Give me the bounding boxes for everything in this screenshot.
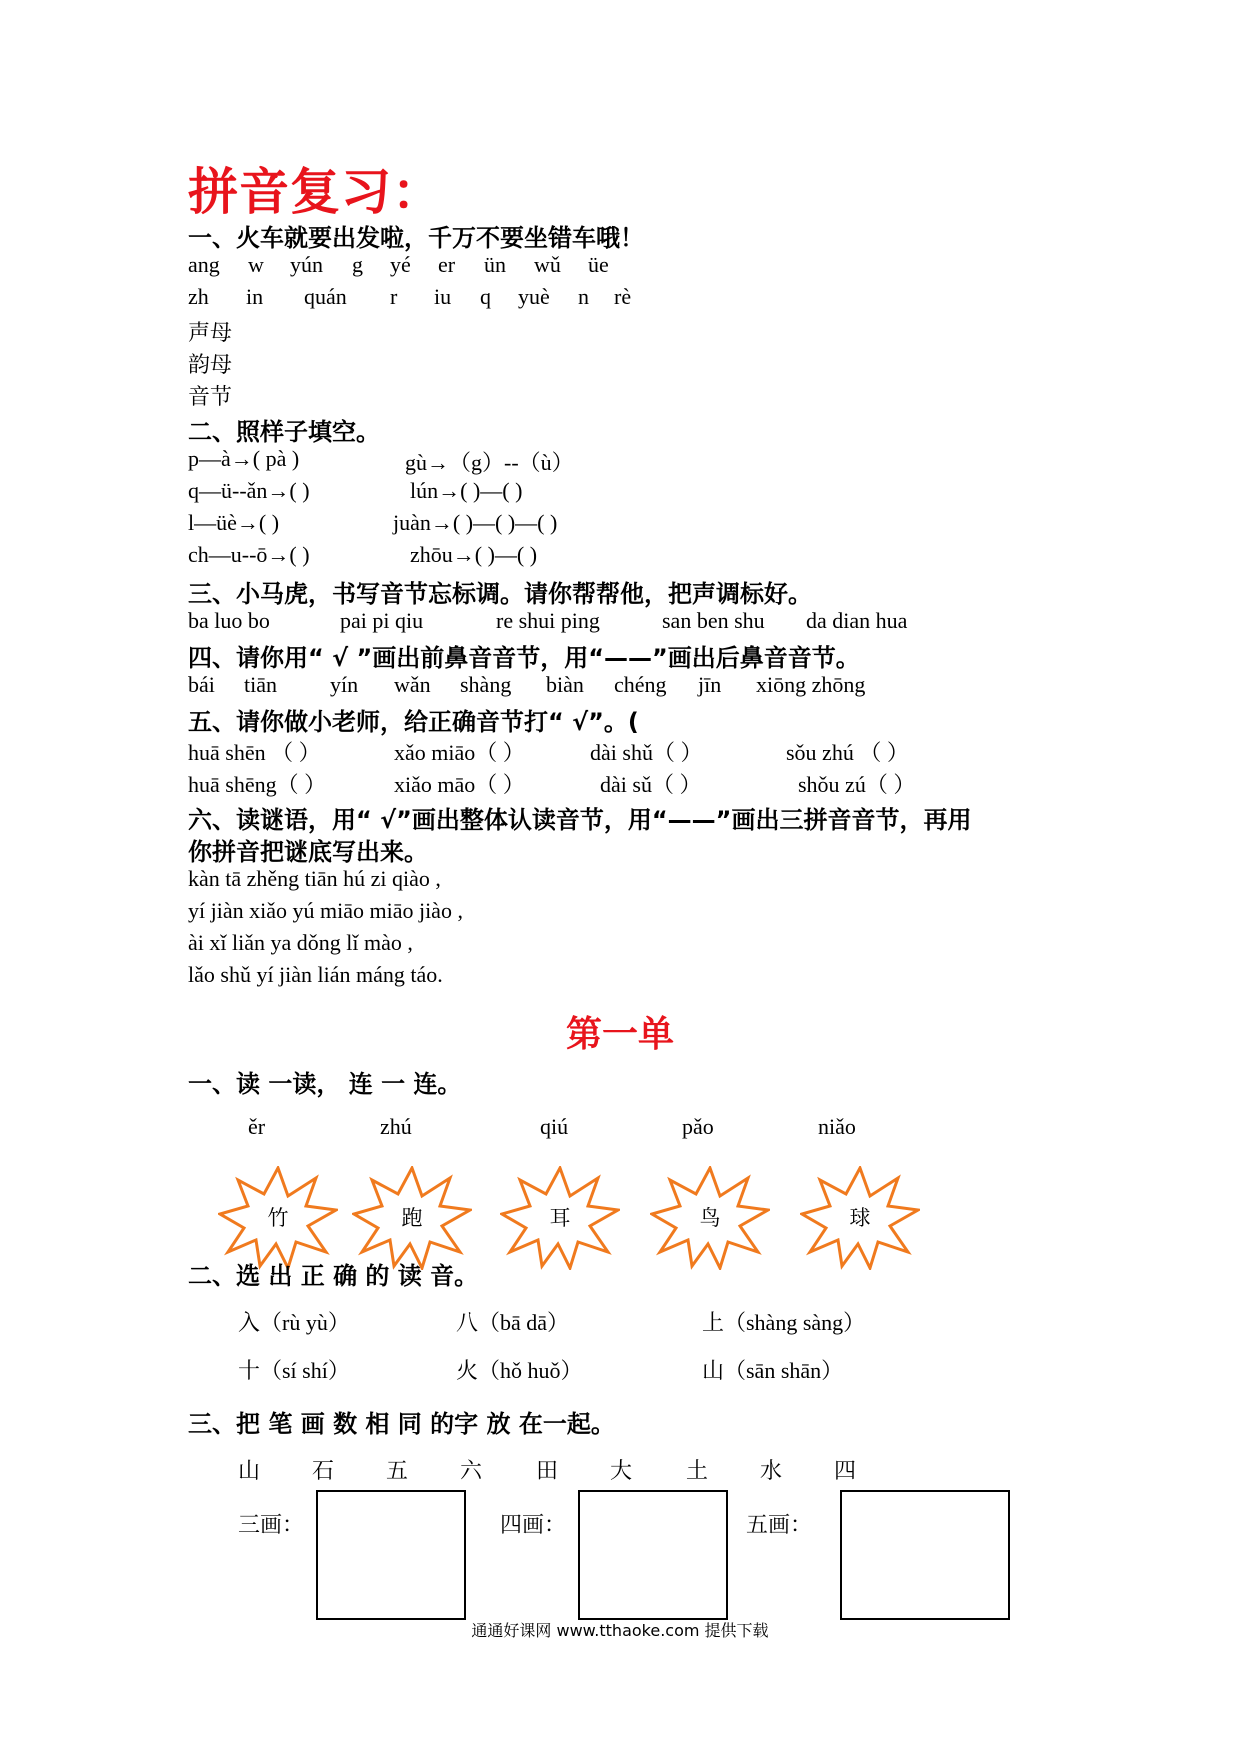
riddle-line: yí jiàn xiǎo yú miāo miāo jiào , [188, 898, 463, 923]
section1-heading: 一、火车就要出发啦，千万不要坐错车哦！ [188, 224, 644, 252]
nasal-item: biàn [546, 672, 584, 697]
star-char: 球 [849, 1206, 871, 1230]
riddle-line: ài xǐ liǎn ya dǒng lǐ mào , [188, 930, 413, 955]
pinyin-item: yuè [518, 284, 550, 309]
star-char: 竹 [267, 1206, 289, 1230]
pinyin-item: üe [588, 252, 609, 277]
star-badge [218, 1166, 338, 1270]
riddle-line: kàn tā zhěng tiān hú zi qiào , [188, 866, 441, 891]
pinyin-item: rè [614, 284, 632, 309]
pinyin-item: ün [484, 252, 506, 277]
tone-item: da dian hua [806, 608, 908, 633]
section2-heading: 二、照样子填空。 [188, 418, 380, 446]
reading-choice: 上（shàng sàng） [702, 1310, 866, 1335]
stroke-char: 六 [460, 1459, 483, 1484]
tone-item: ba luo bo [188, 608, 270, 633]
section6-heading-cont: 你拼音把谜底写出来。 [188, 838, 428, 866]
star-badge [650, 1166, 770, 1270]
stroke-char: 山 [238, 1459, 261, 1484]
label-five-strokes: 五画： [746, 1513, 813, 1538]
reading-choice: 十（sí shí） [238, 1358, 350, 1383]
label-yinjie: 音节 [188, 385, 233, 410]
stroke-char: 水 [760, 1459, 783, 1484]
section5-heading: 五、请你做小老师，给正确音节打“ √”。( [188, 708, 639, 736]
page-title: 拼音复习： [188, 163, 443, 221]
reading-choice: 八（bā dā） [456, 1310, 570, 1335]
nasal-item: yín [330, 672, 359, 697]
pinyin-item: zh [188, 284, 209, 309]
label-shengmu: 声母 [188, 321, 233, 346]
stroke-char: 石 [312, 1459, 335, 1484]
pinyin-item: ang [188, 252, 220, 277]
pinyin-item: wǔ [534, 252, 561, 277]
fill-item: zhōu→( )—( ) [410, 542, 538, 567]
riddle-line: lǎo shǔ yí jiàn lián máng táo. [188, 962, 443, 987]
pinyin-item: in [246, 284, 264, 309]
nasal-item: tiān [244, 672, 277, 697]
nasal-item: wǎn [394, 672, 431, 697]
choice-item: dài shǔ（ ） [590, 740, 703, 765]
fill-item: ch—u--ō→( ) [188, 542, 310, 567]
stroke-char: 四 [834, 1459, 857, 1484]
choice-item: huā shēng（ ） [188, 772, 327, 797]
star-badge [352, 1166, 472, 1270]
fill-item: l—üè→( ) [188, 510, 280, 535]
stroke-char: 田 [536, 1459, 559, 1484]
pinyin-item: n [578, 284, 589, 309]
choice-item: sǒu zhú （ ） [786, 740, 909, 765]
match-pinyin: ěr [248, 1114, 266, 1139]
pinyin-item: yún [290, 252, 323, 277]
unit-q3-heading: 三、把 笔 画 数 相 同 的字 放 在一起。 [188, 1410, 615, 1438]
label-three-strokes: 三画： [238, 1513, 305, 1538]
unit-q1-heading: 一、读 一读， 连 一 连。 [188, 1070, 462, 1098]
fill-item: lún→( )—( ) [410, 478, 523, 503]
section3-heading: 三、小马虎，书写音节忘标调。请你帮帮他，把声调标好。 [188, 580, 812, 608]
match-pinyin: qiú [540, 1114, 569, 1139]
pinyin-item: er [438, 252, 456, 277]
nasal-item: chéng [614, 672, 667, 697]
star-char: 鸟 [699, 1206, 721, 1230]
label-yunmu: 韵母 [188, 353, 233, 378]
unit-title: 第一单 [565, 1014, 674, 1055]
tone-item: san ben shu [662, 608, 765, 633]
choice-item: dài sǔ（ ） [600, 772, 702, 797]
fill-item: juàn→( )—( )—( ) [393, 510, 558, 535]
unit-q2-heading: 二、选 出 正 确 的 读 音。 [188, 1262, 479, 1290]
nasal-item: jīn [698, 672, 722, 697]
reading-choice: 山（sān shān） [702, 1358, 844, 1383]
choice-item: xiǎo māo（ ） [394, 772, 525, 797]
fill-item: p—à→( pà ) [188, 446, 300, 471]
fill-item: gù→（g）--（ù） [405, 450, 574, 475]
section4-heading: 四、请你用“ √ ”画出前鼻音音节，用“——”画出后鼻音音节。 [188, 644, 860, 672]
match-pinyin: pǎo [682, 1114, 714, 1139]
choice-item: xǎo miāo（ ） [394, 740, 525, 765]
label-four-strokes: 四画： [500, 1513, 567, 1538]
section6-heading: 六、读谜语，用“ √”画出整体认读音节，用“——”画出三拼音音节，再用 [188, 806, 972, 834]
stroke-char: 大 [610, 1459, 633, 1484]
pinyin-item: iu [434, 284, 452, 309]
tone-item: pai pi qiu [340, 608, 424, 633]
nasal-item: shàng [460, 672, 512, 697]
nasal-item: xiōng zhōng [756, 672, 866, 697]
pinyin-item: q [480, 284, 491, 309]
match-pinyin: niǎo [818, 1114, 856, 1139]
footer-text: 通通好课网 www.tthaoke.com 提供下载 [471, 1621, 769, 1640]
stroke-char: 五 [386, 1459, 409, 1484]
stroke-char: 土 [686, 1459, 709, 1484]
pinyin-item: r [390, 284, 398, 309]
pinyin-item: g [352, 252, 363, 277]
answer-box-four[interactable] [578, 1490, 728, 1620]
nasal-item: bái [188, 672, 215, 697]
answer-box-three[interactable] [316, 1490, 466, 1620]
pinyin-item: yé [390, 252, 411, 277]
reading-choice: 入（rù yù） [238, 1310, 350, 1335]
fill-item: q—ü--ǎn→( ) [188, 478, 310, 503]
pinyin-item: w [248, 252, 264, 277]
match-pinyin: zhú [380, 1114, 412, 1139]
star-badge [800, 1166, 920, 1270]
star-badge [500, 1166, 620, 1270]
star-char: 耳 [549, 1206, 571, 1230]
choice-item: huā shēn （ ） [188, 740, 321, 765]
answer-box-five[interactable] [840, 1490, 1010, 1620]
pinyin-item: quán [304, 284, 347, 309]
choice-item: shǒu zú（ ） [798, 772, 916, 797]
tone-item: re shui ping [496, 608, 600, 633]
reading-choice: 火（hǒ huǒ） [456, 1358, 583, 1383]
star-char: 跑 [401, 1206, 423, 1230]
